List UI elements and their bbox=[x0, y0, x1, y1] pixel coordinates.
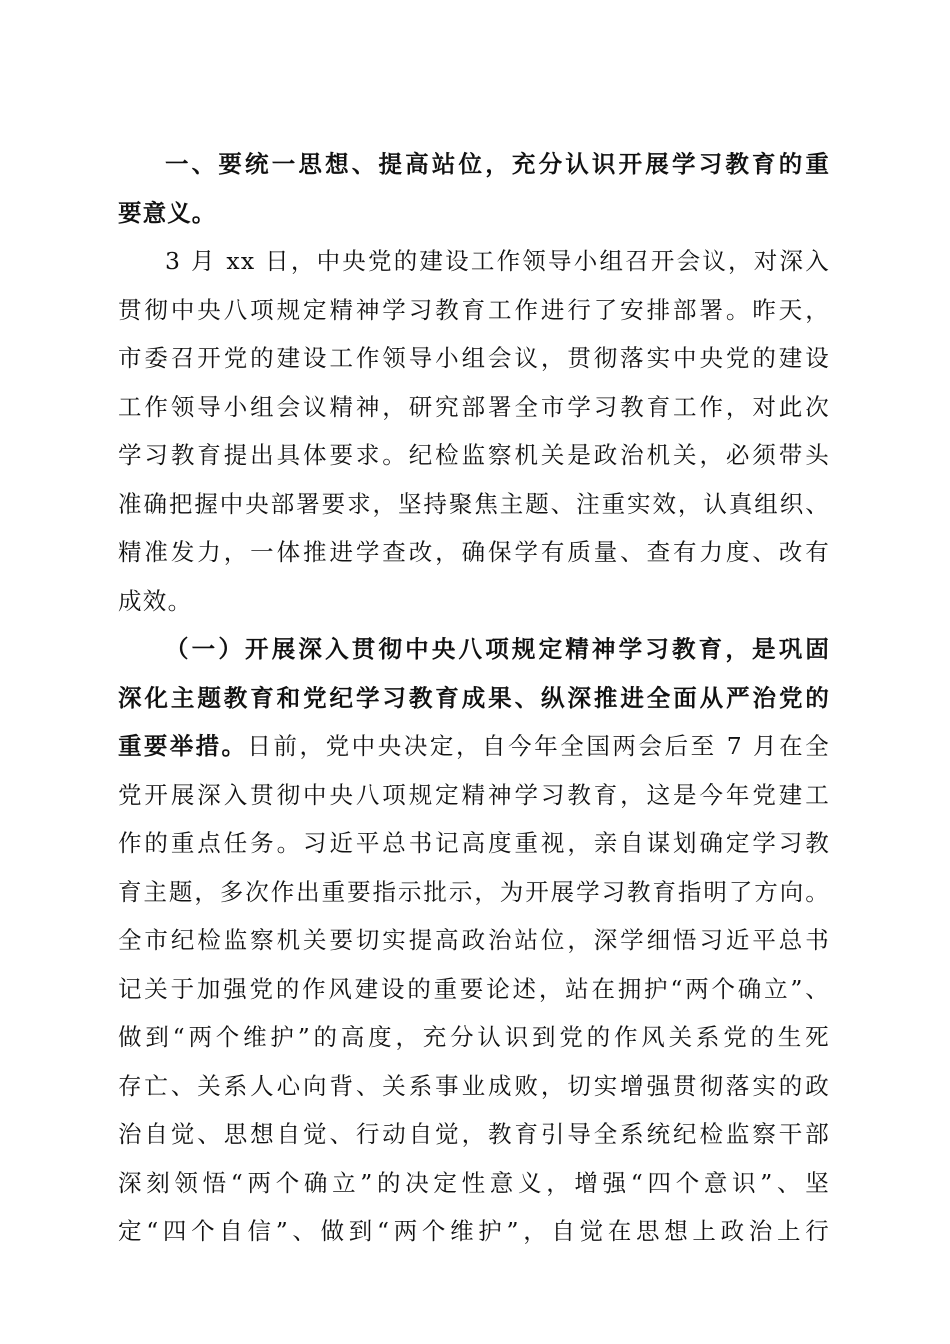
subheading-line: （一）开展深入贯彻中央八项规定精神学习教育，是巩固 bbox=[165, 635, 830, 663]
paragraph-line: 治自觉、思想自觉、行动自觉，教育引导全系统纪检监察干部 bbox=[118, 1120, 830, 1148]
subheading-line: 深化主题教育和党纪学习教育成果、纵深推进全面从严治党的 bbox=[118, 683, 830, 712]
paragraph-line: 成效。 bbox=[118, 586, 193, 615]
paragraph-line-mixed bbox=[118, 722, 830, 771]
paragraph-line: 记关于加强党的作风建设的重要论述，站在拥护“两个确立”、 bbox=[118, 974, 830, 1003]
paragraph-line: 贯彻中央八项规定精神学习教育工作进行了安排部署。昨天， bbox=[118, 295, 830, 324]
paragraph-line: 准确把握中央部署要求，坚持聚焦主题、注重实效，认真组织、 bbox=[118, 489, 830, 518]
paragraph-line: 工作领导小组会议精神，研究部署全市学习教育工作，对此次 bbox=[118, 392, 830, 421]
paragraph-line: 作的重点任务。习近平总书记高度重视，亲自谋划确定学习教 bbox=[118, 829, 830, 857]
paragraph-line: 党开展深入贯彻中央八项规定精神学习教育，这是今年党建工 bbox=[118, 780, 830, 809]
paragraph-line: 做到“两个维护”的高度，充分认识到党的作风关系党的生死 bbox=[118, 1023, 830, 1051]
paragraph-text: 日前，党中央决定，自今年全国两会后至 7 月在全 bbox=[247, 732, 831, 760]
subheading-tail: 重要举措。 bbox=[118, 732, 248, 760]
paragraph-line: 育主题，多次作出重要指示批示，为开展学习教育指明了方向。 bbox=[118, 877, 830, 906]
paragraph-line: 学习教育提出具体要求。纪检监察机关是政治机关，必须带头 bbox=[118, 441, 830, 469]
paragraph-line: 深刻领悟“两个确立”的决定性意义，增强“四个意识”、坚 bbox=[118, 1168, 830, 1197]
paragraph-subsection-one bbox=[118, 625, 830, 1256]
paragraph-line: 定“四个自信”、做到“两个维护”，自觉在思想上政治上行 bbox=[118, 1217, 830, 1245]
heading-line: 一、要统一思想、提高站位，充分认识开展学习教育的重 bbox=[165, 150, 830, 178]
paragraph-meeting bbox=[118, 237, 830, 625]
heading-line: 要意义。 bbox=[118, 198, 217, 227]
paragraph-line: 市委召开党的建设工作领导小组会议，贯彻落实中央党的建设 bbox=[118, 344, 830, 372]
paragraph-line: 全市纪检监察机关要切实提高政治站位，深学细悟习近平总书 bbox=[118, 926, 830, 954]
paragraph-line: 精准发力，一体推进学查改，确保学有质量、查有力度、改有 bbox=[118, 538, 830, 566]
paragraph-line: 3 月 xx 日，中央党的建设工作领导小组召开会议，对深入 bbox=[165, 247, 830, 275]
paragraph-line: 存亡、关系人心向背、关系事业成败，切实增强贯彻落实的政 bbox=[118, 1071, 830, 1100]
section-heading bbox=[118, 140, 830, 237]
document-body bbox=[118, 140, 830, 1256]
